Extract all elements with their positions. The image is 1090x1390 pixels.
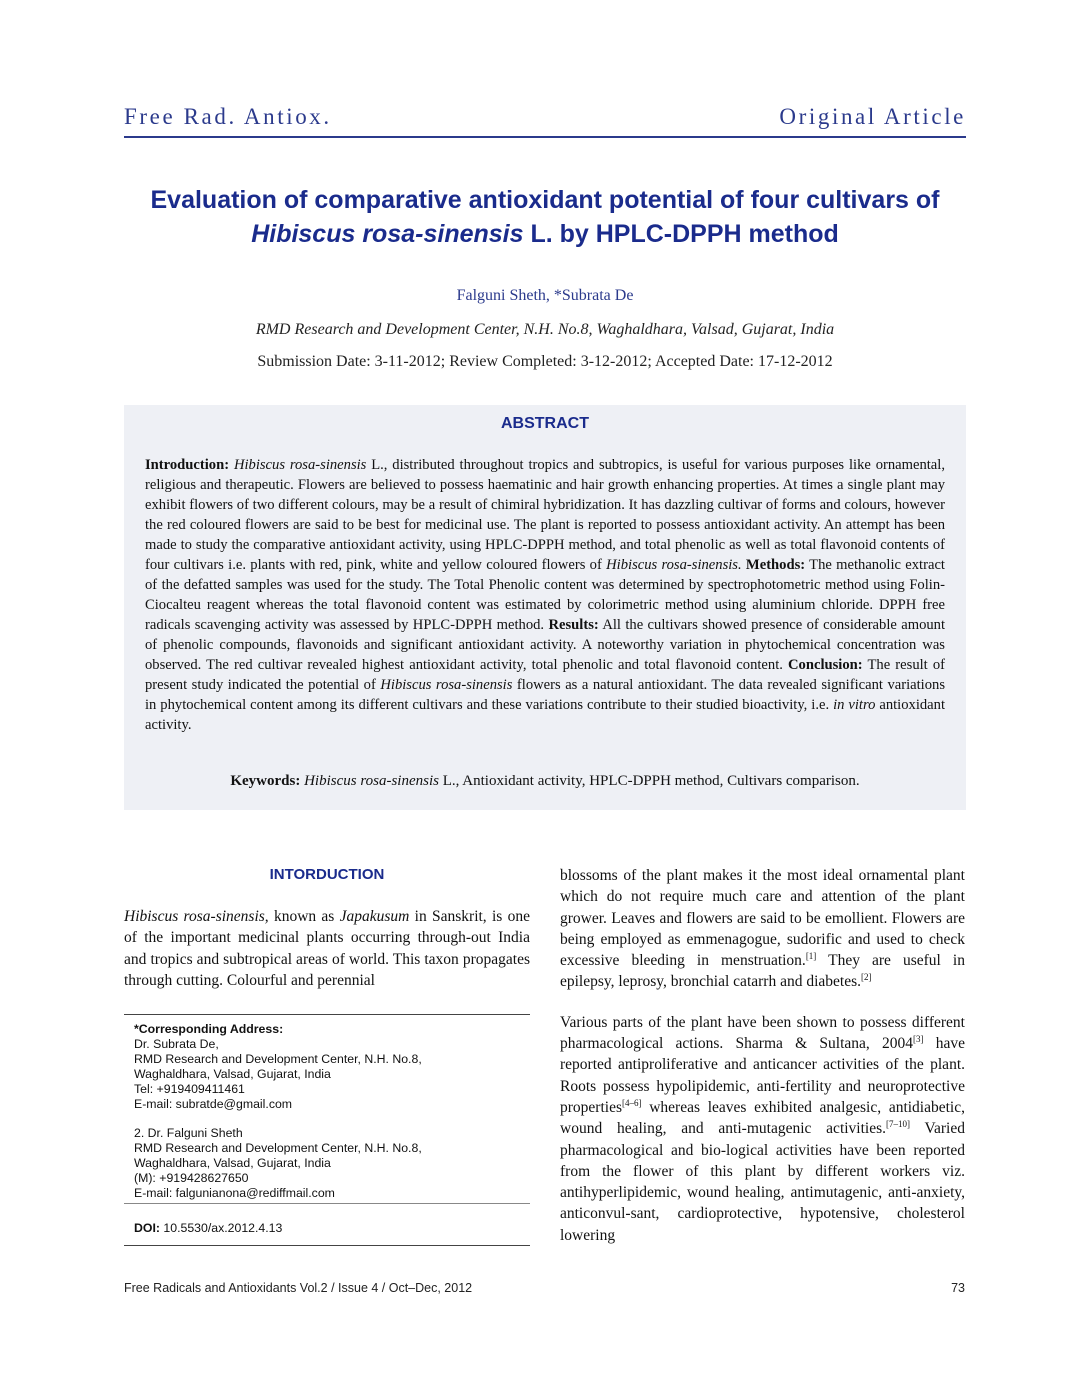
corr-line: 2. Dr. Falguni Sheth — [134, 1126, 243, 1140]
affiliation: RMD Research and Development Center, N.H. No.8, Waghaldhara, Valsad, Gujarat, India — [255, 321, 835, 338]
reference: [3] — [913, 1033, 924, 1044]
doi-divider — [124, 1203, 530, 1204]
page-number: 73 — [951, 1281, 965, 1295]
conclusion-label: Conclusion: — [782, 657, 863, 673]
conclusion-text-2: flowers as a natural antioxidant. The data revealed significant variations in phytochemical content among its different cultivars and these variations contribute to their studied bioactivity, i.e. — [145, 677, 945, 713]
intro-label: Introduction: — [145, 457, 230, 473]
abstract-species-2: Hibiscus rosa-sinensis. — [606, 557, 742, 573]
abstract-text — [145, 455, 945, 735]
abstract-intro-text: L., distributed throughout tropics and subtropics, is useful for various purposes like ornamental, religious and therapeutic. Flowers are believed to possess haematinic and hair growth enhancing properties. At times a single plant may exhibit flowers of two different colours, may be a result of chimiral hybridization. It has dazzling cultivar of forms and colours, however the red coloured flowers are said to be best for medicinal use. The plant is reported to possess antioxidant activity. An attempt has been made to study the comparative antioxidant activity, using HPLC-DPPH method, and total phenolic as well as total flavonoid contents of four cultivars i.e. plants with red, pink, white and yellow coloured flowers of — [145, 457, 945, 573]
corr-line: Dr. Subrata De, — [134, 1037, 219, 1051]
intro-text-2: in Sanskrit, is one of the important medicinal plants occurring through-out India and tropics and subtropical areas of world. This taxon propagates through cutting. Colourful and perennial — [124, 908, 530, 989]
reference: [1] — [805, 951, 817, 962]
submission-dates: Submission Date: 3-11-2012; Review Completed: 3-12-2012; Accepted Date: 17-12-2012 — [257, 353, 833, 370]
corr-line: E-mail: falgunianona@rediffmail.com — [134, 1186, 335, 1200]
p2-text-2: have reported antiproliferative and anticancer activities of the plant. Roots possess hypolipidemic, anti-fertility and neuroprotective properties — [560, 1035, 965, 1116]
correspondence-content — [134, 1022, 524, 1201]
abstract-species: Hibiscus rosa-sinensis — [233, 457, 367, 473]
methods-text: The methanolic extract of the defatted samples was used for the study. The Total Phenolic content was determined by spectrophotometric method using Folin-Ciocalteu reagent whereas the total flavonoid content was estimated by colorimetric method using aluminium chloride. DPPH free radicals scavenging activity was assessed by HPLC-DPPH method. — [145, 557, 945, 633]
journal-name: Free Rad. Antiox. — [124, 104, 332, 129]
doi-value: 10.5530/ax.2012.4.13 — [159, 1221, 283, 1235]
article-title — [124, 183, 966, 251]
title-part-1: Evaluation of comparative antioxidant potential of four cultivars of — [150, 186, 940, 214]
results-text: All the cultivars showed presence of considerable amount of phenolic compounds, flavonoids and significant antioxidant activity. A noteworthy variation in phytochemical concentration was observed. The red cultivar revealed highest antioxidant activity, total phenolic and total flavonoid content. — [145, 617, 946, 673]
keywords-label: Keywords: — [230, 773, 301, 789]
introduction-text — [124, 906, 530, 991]
intro-japakusum: Japakusum — [339, 908, 410, 925]
intro-text-1: known as — [268, 908, 340, 925]
title-species: Hibiscus rosa-sinensis — [251, 220, 524, 248]
in-vitro: in vitro — [833, 697, 876, 713]
p1-text-2: They are useful in epilepsy, leprosy, bronchial catarrh and diabetes. — [560, 952, 965, 991]
authors: Falguni Sheth, *Subrata De — [456, 287, 634, 304]
corr-line: E-mail: subratde@gmail.com — [134, 1097, 293, 1111]
paragraph — [560, 865, 965, 993]
corr-line: Tel: +919409411461 — [134, 1082, 245, 1096]
methods-label: Methods: — [741, 557, 806, 573]
p2-text-4: Varied pharmacological and bio-logical activities have been reported from the flower of this plant by different workers viz. antihyperlipidemic, wound healing, antimutagenic, anti-anxiety, anticonvul-sant, cardioprotective, hypotensive, cholesterol lowering — [560, 1120, 965, 1244]
p2-text-3: whereas leaves exhibited analgesic, antidiabetic, wound healing, and anti-mutagenic activities. — [560, 1098, 965, 1138]
correspondence-label: *Corresponding Address: — [134, 1022, 284, 1036]
keywords — [124, 773, 966, 790]
corr-line: (M): +919428627650 — [134, 1171, 249, 1185]
intro-species: Hibiscus rosa-sinensis, — [124, 908, 269, 925]
conclusion-text-1: The result of present study indicated the potential of — [145, 657, 945, 693]
p1-text-1: blossoms of the plant makes it the most ideal ornamental plant which do not require much care and attention of the plant grower. Leaves and flowers are said to be emollient. Flowers are being employed as emmenagogue, sudorific and used to check excessive bleeding in menstruation. — [560, 867, 965, 970]
reference: [4–6] — [621, 1097, 642, 1108]
correspondence-box — [124, 1014, 530, 1246]
corr-line: Waghaldhara, Valsad, Gujarat, India — [134, 1156, 331, 1170]
corr-line: RMD Research and Development Center, N.H. No.8, — [134, 1141, 422, 1155]
p2-text-1: Various parts of the plant have been shown to possess different pharmacological actions. Sharma & Sultana, 2004 — [560, 1013, 965, 1053]
introduction-heading: INTORDUCTION — [269, 866, 385, 883]
corr-line: Waghaldhara, Valsad, Gujarat, India — [134, 1067, 331, 1081]
title-part-2: L. by HPLC-DPPH method — [523, 220, 839, 248]
paragraph — [560, 1012, 965, 1246]
running-header — [124, 104, 966, 138]
right-column — [560, 865, 965, 1265]
conclusion-text-3: antioxidant activity. — [145, 697, 945, 733]
article-type: Original Article — [779, 104, 966, 129]
corr-line: RMD Research and Development Center, N.H. No.8, — [134, 1052, 422, 1066]
abstract-box — [124, 405, 966, 810]
keywords-species: Hibiscus rosa-sinensis — [304, 773, 439, 789]
doi — [134, 1221, 282, 1235]
footer-citation: Free Radicals and Antioxidants Vol.2 / Issue 4 / Oct–Dec, 2012 — [124, 1281, 473, 1295]
reference: [2] — [861, 972, 872, 983]
keywords-text: L., Antioxidant activity, HPLC-DPPH method, Cultivars comparison. — [438, 773, 860, 789]
results-label: Results: — [544, 617, 599, 633]
abstract-species-3: Hibiscus rosa-sinensis — [380, 677, 513, 693]
abstract-heading: ABSTRACT — [501, 415, 589, 432]
reference: [7–10] — [886, 1119, 911, 1130]
doi-label: DOI: — [134, 1221, 160, 1235]
